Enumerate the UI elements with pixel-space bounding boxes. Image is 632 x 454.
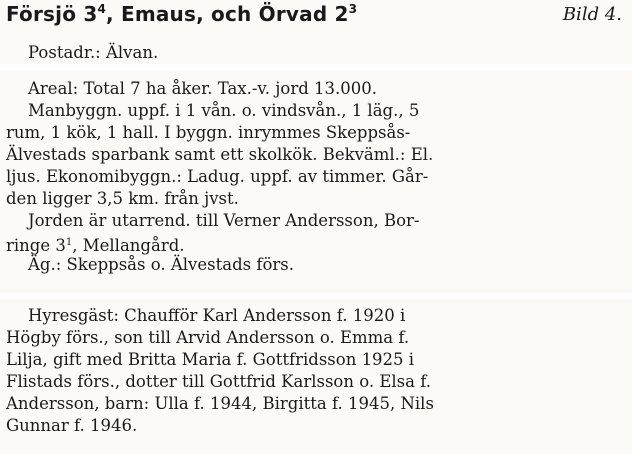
text-line-lease: Jorden är utarrend. till Verner Andersson, Bor- bbox=[28, 211, 420, 230]
tenant-line: Högby förs., son till Arvid Andersson o. Emma f. bbox=[6, 328, 410, 347]
text-line: Manbyggn. uppf. i 1 vån. o. vindsvån., 1 läg., 5 bbox=[28, 101, 420, 120]
text-line-area: Areal: Total 7 ha åker. Tax.-v. jord 13.000. bbox=[28, 79, 378, 98]
text-line: ljus. Ekonomibyggn.: Ladug. uppf. av timmer. Går- bbox=[6, 167, 429, 186]
tenant-line: Flistads förs., dotter till Gottfrid Karlsson o. Elsa f. bbox=[6, 372, 431, 391]
lessee-address-text: ringe 3 bbox=[6, 236, 66, 255]
entry-header bbox=[6, 0, 626, 36]
postal-address: Postadr.: Älvan. bbox=[28, 43, 159, 62]
tenant-line: Andersson, barn: Ulla f. 1944, Birgitta f. 1945, Nils bbox=[6, 394, 434, 413]
tenant-line: Lilja, gift med Britta Maria f. Gottfridsson 1925 i bbox=[6, 350, 415, 369]
image-reference: Bild 4. bbox=[562, 4, 622, 25]
tenant-line: Gunnar f. 1946. bbox=[6, 416, 138, 435]
section-divider bbox=[0, 293, 632, 299]
title-superscript-1: 4 bbox=[97, 2, 106, 16]
section-divider bbox=[0, 64, 632, 70]
lessee-address-superscript: 1 bbox=[65, 237, 73, 248]
text-line: den ligger 3,5 km. från jvst. bbox=[6, 189, 239, 208]
title-superscript-2: 3 bbox=[348, 2, 358, 16]
owner-line: Äg.: Skeppsås o. Älvestads förs. bbox=[28, 255, 294, 274]
text-line: Älvestads sparbank samt ett skolkök. Bekväml.: El. bbox=[6, 145, 434, 164]
tenant-line: Hyresgäst: Chaufför Karl Andersson f. 1920 i bbox=[28, 306, 406, 325]
title-text-2: , Emaus, och Örvad 2 bbox=[106, 2, 349, 26]
lessee-address-text-end: , Mellangård. bbox=[72, 236, 185, 255]
title-text-1: Försjö 3 bbox=[6, 2, 98, 26]
entry-title bbox=[6, 2, 357, 26]
text-line: rum, 1 kök, 1 hall. I byggn. inrymmes Skeppsås- bbox=[6, 123, 411, 142]
